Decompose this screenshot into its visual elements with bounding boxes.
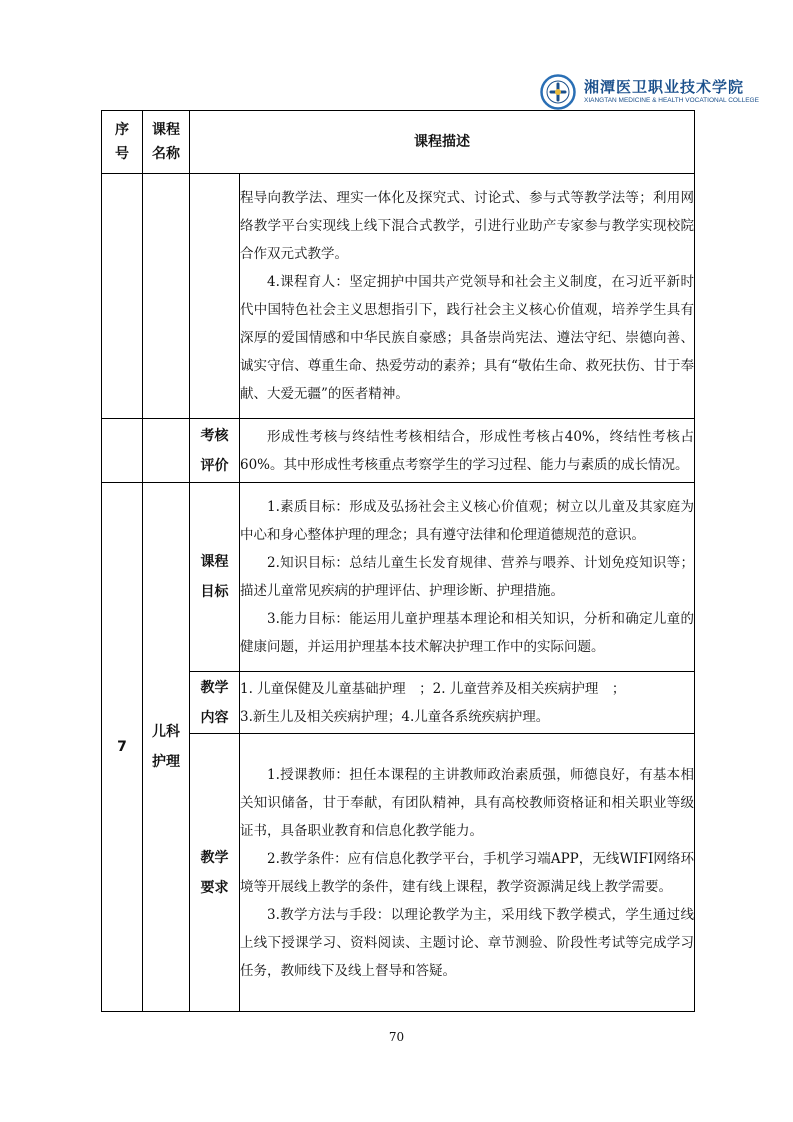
continued-label-cell — [190, 174, 240, 419]
table-header-row — [102, 111, 695, 174]
course7-content-label: 教学 内容 — [190, 672, 240, 734]
assessment-seq-cell — [102, 419, 143, 483]
continued-description-row — [102, 174, 695, 419]
content-line: 3.新生儿及相关疾病护理；4.儿童各系统疾病护理。 — [240, 708, 550, 725]
goal-item: 2.知识目标：总结儿童生长发育规律、营养与喂养、计划免疫知识等；描述儿童常见疾病的护理评估、护理诊断、护理措施。 — [240, 555, 694, 599]
assessment-row — [102, 419, 695, 483]
course7-goals — [240, 483, 695, 672]
course7-goals-row — [102, 483, 695, 672]
course7-requirements — [240, 734, 695, 1012]
header-seq: 序 号 — [102, 111, 143, 174]
course7-name: 儿科 护理 — [143, 483, 190, 1012]
header-course-description: 课程描述 — [190, 111, 695, 174]
content-line: 1. 儿童保健及儿童基础护理 ；2. 儿童营养及相关疾病护理 ； — [240, 680, 626, 697]
college-logo-icon — [540, 74, 576, 110]
course7-seq: 7 — [102, 483, 143, 1012]
assessment-text-cell — [240, 419, 695, 483]
continued-line: 4.课程育人：坚定拥护中国共产党领导和社会主义制度，在习近平新时代中国特色社会主义思想指引下，践行社会主义核心价值观，培养学生具有深厚的爱国情感和中华民族自豪感；具备崇尚宪法、遵法守纪、崇德向善、诚实守信、尊重生命、热爱劳动的素养；具有“敬佑生命、救死扶伤、甘于奉献、大爱无疆”的医者精神。 — [240, 274, 694, 402]
continued-seq-cell — [102, 174, 143, 419]
course7-goals-label: 课程 目标 — [190, 483, 240, 672]
requirement-item: 1.授课教师：担任本课程的主讲教师政治素质强，师德良好，有基本相关知识储备，甘于奉献，有团队精神，具有高校教师资格证和相关职业等级证书，具备职业教育和信息化教学能力。 — [240, 766, 694, 839]
course7-content-row — [102, 672, 695, 734]
assessment-text: 形成性考核与终结性考核相结合，形成性考核占40%，终结性考核占60%。其中形成性考核重点考察学生的学习过程、能力与素质的成长情况。 — [240, 428, 694, 473]
continued-name-cell — [143, 174, 190, 419]
requirement-item: 3.教学方法与手段：以理论教学为主，采用线下教学模式，学生通过线上线下授课学习、资料阅读、主题讨论、章节测验、阶段性考试等完成学习任务，教师线下及线上督导和答疑。 — [240, 906, 694, 979]
course7-requirements-label: 教学 要求 — [190, 734, 240, 1012]
course7-requirements-row — [102, 734, 695, 1012]
header-course-name: 课程 名称 — [143, 111, 190, 174]
continued-description — [240, 174, 695, 419]
goal-item: 1.素质目标：形成及弘扬社会主义核心价值观；树立以儿童及其家庭为中心和身心整体护理的理念；具有遵守法律和伦理道德规范的意识。 — [240, 499, 694, 543]
curriculum-table — [101, 110, 695, 1012]
continued-line: 程导向教学法、理实一体化及探究式、讨论式、参与式等教学法等；利用网络教学平台实现线上线下混合式教学，引进行业助产专家参与教学实现校院合作双元式教学。 — [240, 190, 694, 262]
goal-item: 3.能力目标：能运用儿童护理基本理论和相关知识，分析和确定儿童的健康问题，并运用护理基本技术解决护理工作中的实际问题。 — [240, 611, 694, 655]
college-name-en: XIANGTAN MEDICINE & HEALTH VOCATIONAL COLLEGE — [584, 97, 759, 104]
requirement-item: 2.教学条件：应有信息化教学平台，手机学习端APP，无线WIFI网络环境等开展线上教学的条件，建有线上课程，教学资源满足线上教学需要。 — [240, 850, 694, 895]
assessment-name-cell — [143, 419, 190, 483]
page-number: 70 — [388, 1030, 405, 1044]
college-name-cn: 湘潭医卫职业技术学院 — [584, 78, 745, 96]
assessment-label: 考核 评价 — [190, 419, 240, 483]
course7-content — [240, 672, 695, 734]
